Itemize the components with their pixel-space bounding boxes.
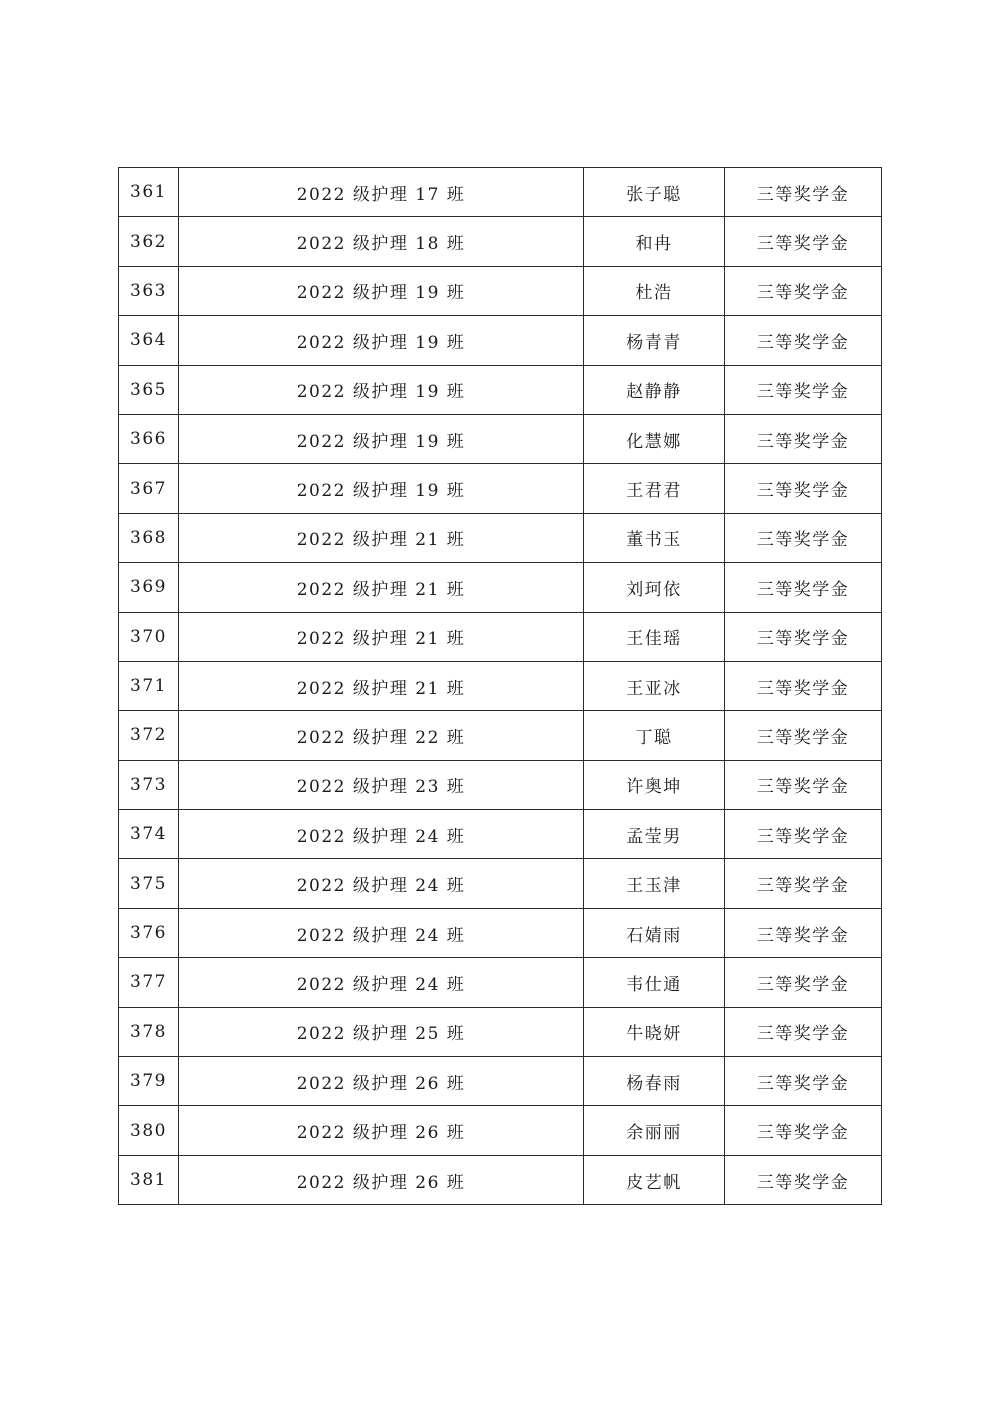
student-name: 王君君 [584, 464, 725, 513]
class-name: 2022 级护理 25 班 [179, 1007, 584, 1056]
award-level: 三等奖学金 [725, 365, 882, 414]
award-level: 三等奖学金 [725, 563, 882, 612]
award-level: 三等奖学金 [725, 1007, 882, 1056]
class-name: 2022 级护理 21 班 [179, 563, 584, 612]
table-row [119, 464, 882, 513]
table-row [119, 563, 882, 612]
row-number: 363 [119, 266, 179, 315]
table-row [119, 661, 882, 710]
row-number: 370 [119, 612, 179, 661]
award-level: 三等奖学金 [725, 1057, 882, 1106]
row-number: 361 [119, 168, 179, 217]
class-name: 2022 级护理 24 班 [179, 908, 584, 957]
row-number: 378 [119, 1007, 179, 1056]
award-level: 三等奖学金 [725, 859, 882, 908]
table-row [119, 1057, 882, 1106]
class-name: 2022 级护理 19 班 [179, 365, 584, 414]
student-name: 杜浩 [584, 266, 725, 315]
student-name: 余丽丽 [584, 1106, 725, 1155]
table-row [119, 365, 882, 414]
table-row [119, 513, 882, 562]
student-name: 孟莹男 [584, 810, 725, 859]
class-name: 2022 级护理 23 班 [179, 760, 584, 809]
row-number: 371 [119, 661, 179, 710]
table-row [119, 859, 882, 908]
student-name: 许奥坤 [584, 760, 725, 809]
class-name: 2022 级护理 26 班 [179, 1057, 584, 1106]
student-name: 牛晓妍 [584, 1007, 725, 1056]
table-row [119, 1106, 882, 1155]
table-row [119, 1007, 882, 1056]
class-name: 2022 级护理 19 班 [179, 414, 584, 463]
class-name: 2022 级护理 24 班 [179, 810, 584, 859]
table-row [119, 217, 882, 266]
table-row [119, 414, 882, 463]
scholarship-table [118, 167, 882, 1205]
student-name: 杨青青 [584, 316, 725, 365]
class-name: 2022 级护理 19 班 [179, 266, 584, 315]
table-row [119, 1155, 882, 1204]
row-number: 366 [119, 414, 179, 463]
student-name: 和冉 [584, 217, 725, 266]
table-row [119, 958, 882, 1007]
row-number: 367 [119, 464, 179, 513]
award-level: 三等奖学金 [725, 711, 882, 760]
student-name: 张子聪 [584, 168, 725, 217]
award-level: 三等奖学金 [725, 217, 882, 266]
table-row [119, 908, 882, 957]
table-row [119, 266, 882, 315]
scholarship-table-body [119, 168, 882, 1205]
class-name: 2022 级护理 21 班 [179, 513, 584, 562]
class-name: 2022 级护理 21 班 [179, 612, 584, 661]
student-name: 王佳瑶 [584, 612, 725, 661]
row-number: 381 [119, 1155, 179, 1204]
class-name: 2022 级护理 24 班 [179, 958, 584, 1007]
row-number: 369 [119, 563, 179, 612]
student-name: 皮艺帆 [584, 1155, 725, 1204]
row-number: 377 [119, 958, 179, 1007]
row-number: 372 [119, 711, 179, 760]
class-name: 2022 级护理 26 班 [179, 1106, 584, 1155]
student-name: 董书玉 [584, 513, 725, 562]
award-level: 三等奖学金 [725, 810, 882, 859]
award-level: 三等奖学金 [725, 958, 882, 1007]
row-number: 374 [119, 810, 179, 859]
student-name: 王玉津 [584, 859, 725, 908]
award-level: 三等奖学金 [725, 464, 882, 513]
class-name: 2022 级护理 18 班 [179, 217, 584, 266]
award-level: 三等奖学金 [725, 760, 882, 809]
student-name: 赵静静 [584, 365, 725, 414]
student-name: 刘珂依 [584, 563, 725, 612]
award-level: 三等奖学金 [725, 661, 882, 710]
class-name: 2022 级护理 24 班 [179, 859, 584, 908]
award-level: 三等奖学金 [725, 1155, 882, 1204]
table-row [119, 711, 882, 760]
award-level: 三等奖学金 [725, 316, 882, 365]
student-name: 韦仕通 [584, 958, 725, 1007]
award-level: 三等奖学金 [725, 168, 882, 217]
row-number: 362 [119, 217, 179, 266]
row-number: 365 [119, 365, 179, 414]
table-row [119, 810, 882, 859]
class-name: 2022 级护理 19 班 [179, 464, 584, 513]
award-level: 三等奖学金 [725, 513, 882, 562]
row-number: 380 [119, 1106, 179, 1155]
award-level: 三等奖学金 [725, 266, 882, 315]
table-row [119, 760, 882, 809]
table-row [119, 168, 882, 217]
class-name: 2022 级护理 19 班 [179, 316, 584, 365]
row-number: 375 [119, 859, 179, 908]
class-name: 2022 级护理 22 班 [179, 711, 584, 760]
student-name: 石婧雨 [584, 908, 725, 957]
row-number: 373 [119, 760, 179, 809]
award-level: 三等奖学金 [725, 414, 882, 463]
class-name: 2022 级护理 17 班 [179, 168, 584, 217]
row-number: 376 [119, 908, 179, 957]
award-level: 三等奖学金 [725, 1106, 882, 1155]
award-level: 三等奖学金 [725, 908, 882, 957]
student-name: 化慧娜 [584, 414, 725, 463]
row-number: 368 [119, 513, 179, 562]
table-row [119, 612, 882, 661]
class-name: 2022 级护理 26 班 [179, 1155, 584, 1204]
student-name: 丁聪 [584, 711, 725, 760]
student-name: 杨春雨 [584, 1057, 725, 1106]
row-number: 379 [119, 1057, 179, 1106]
class-name: 2022 级护理 21 班 [179, 661, 584, 710]
table-row [119, 316, 882, 365]
award-level: 三等奖学金 [725, 612, 882, 661]
student-name: 王亚冰 [584, 661, 725, 710]
row-number: 364 [119, 316, 179, 365]
